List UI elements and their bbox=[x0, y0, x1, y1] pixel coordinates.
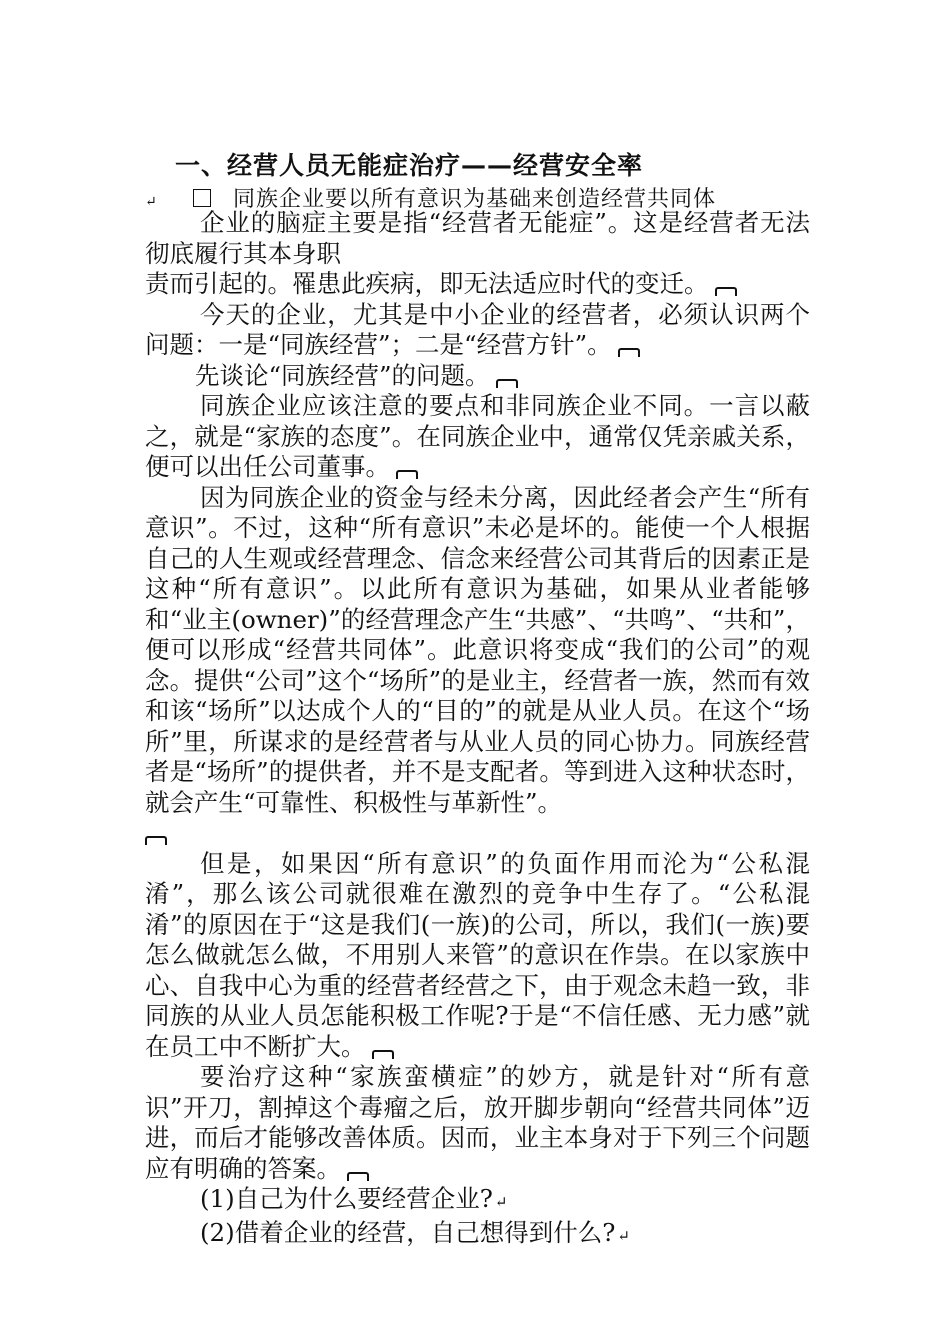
line-break-icon: ↵ bbox=[494, 1193, 508, 1211]
paragraph-mark-icon bbox=[347, 1172, 369, 1181]
paragraph: 企业的脑症主要是指“经营者无能症”。这是经营者无法彻底履行其本身职 bbox=[145, 208, 810, 268]
paragraph: 今天的企业，尤其是中小企业的经营者，必须认识两个问题：一是“同族经营”；二是“经营方针”。 bbox=[145, 299, 810, 359]
paragraph: 先谈论“同族经营”的问题。 bbox=[145, 361, 810, 392]
paragraph: 但是，如果因“所有意识”的负面作用而沦为“公私混淆”，那么该公司就很难在激烈的竞争中生存了。“公私混淆”的原因在于“这是我们(一族)的公司，所以，我们(一族)要怎么做就怎么做，不用别人来管”的意识在作祟。在以家族中心、自我中心为重的经营者经营之下，由于观念未趋一致，非同族的从业人员怎能积极工作呢?于是“不信任感、无力感”就在员工中不断扩大。 bbox=[145, 848, 810, 1061]
paragraph-mark-icon bbox=[396, 470, 418, 479]
paragraph: 责而引起的。罹患此疾病，即无法适应时代的变迁。 bbox=[145, 269, 810, 300]
paragraph-mark-icon bbox=[618, 348, 640, 357]
paragraph-mark-icon bbox=[372, 1050, 394, 1059]
paragraph: 要治疗这种“家族蛮横症”的妙方，就是针对“所有意识”开刀，割掉这个毒瘤之后，放开脚步朝向“经营共同体”迈进，而后才能够改善体质。因而，业主本身对于下列三个问题应有明确的答案。 bbox=[145, 1062, 810, 1183]
list-item: (1)自己为什么要经营企业? ↵ bbox=[200, 1184, 508, 1213]
paragraph-mark-icon bbox=[715, 287, 737, 296]
section-title: 一、经营人员无能症治疗——经营安全率 bbox=[175, 151, 644, 180]
checkbox-icon bbox=[193, 189, 211, 207]
line-break-icon: ↵ bbox=[145, 194, 158, 210]
body-text bbox=[145, 208, 810, 1251]
paragraph: 同族企业应该注意的要点和非同族企业不同。一言以蔽之，就是“家族的态度”。在同族企业中，通常仅凭亲戚关系，便可以出任公司董事。 bbox=[145, 391, 810, 481]
paragraph-mark-icon bbox=[496, 379, 518, 388]
line-break-icon: ↵ bbox=[617, 1226, 630, 1245]
list-item: (2)借着企业的经营，自己想得到什么? ↵ bbox=[200, 1217, 630, 1247]
subtitle-text: 同族企业要以所有意识为基础来创造经营共同体 bbox=[233, 187, 717, 212]
paragraph-mark-icon bbox=[145, 836, 167, 845]
paragraph: 因为同族企业的资金与经未分离，因此经者会产生“所有意识”。不过，这种“所有意识”未必是坏的。能使一个人根据自己的人生观或经营理念、信念来经营公司其背后的因素正是这种“所有意识”。以此所有意识为基础，如果从业者能够和“业主(owner)”的经营理念产生“共感”、“共鸣”、“共和”，便可以形成“经营共同体”。此意识将变成“我们的公司”的观念。提供“公司”这个“场所”的是业主，经营者一族，然而有效和该“场所”以达成个人的“目的”的就是从业人员。在这个“场所”里，所谋求的是经营者与从业人员的同心协力。同族经营者是“场所”的提供者，并不是支配者。等到进入这种状态时，就会产生“可靠性、积极性与革新性”。 bbox=[145, 483, 810, 849]
